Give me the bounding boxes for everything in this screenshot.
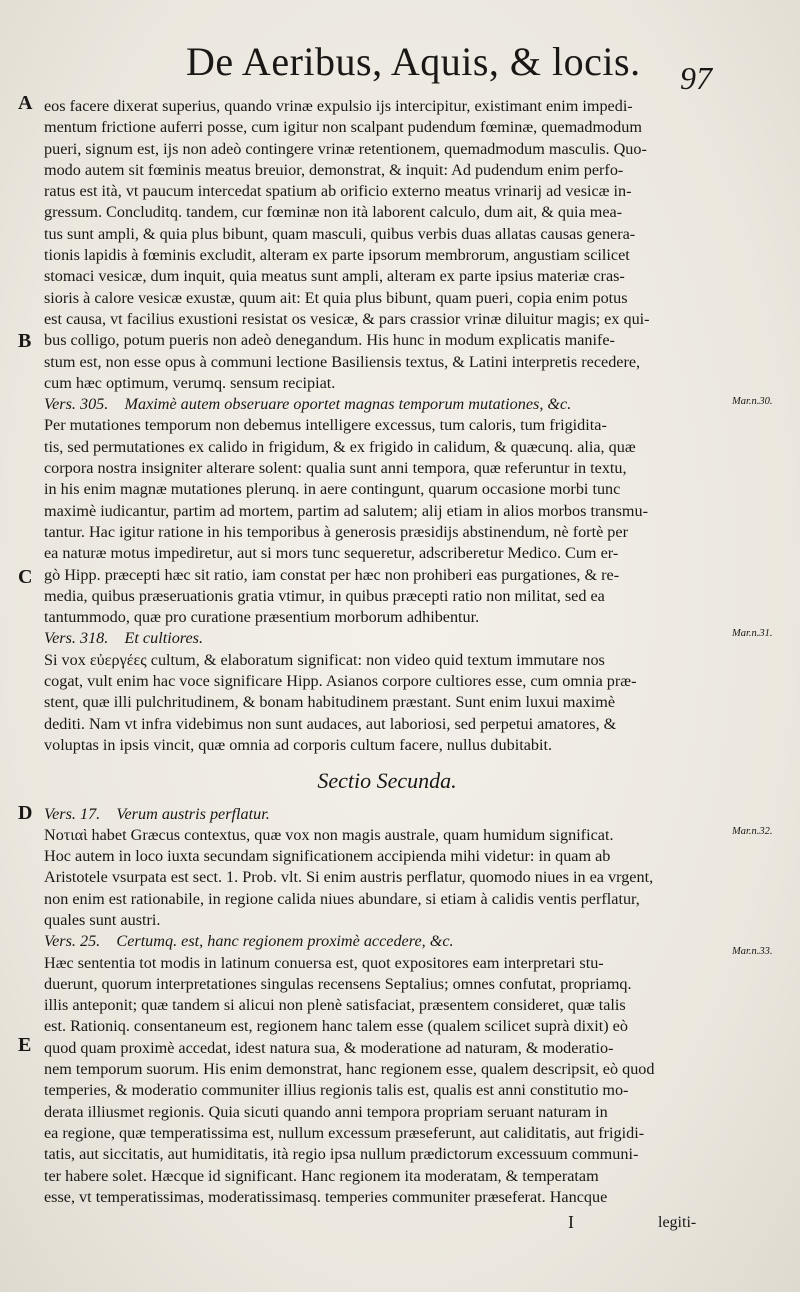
verse-heading (44, 931, 730, 952)
margin-letter-d: D (18, 802, 33, 824)
margin-ref-30: Mar.n.30. (732, 396, 773, 407)
text-line: stomaci vesicæ, dum inquit, quia meatus sunt ampli, alteram ex parte ipsius materiæ cras- (44, 267, 625, 286)
text-line: esse, vt temperatissimas, moderatissimasq. temperies communiter præseferat. Hancque (44, 1187, 608, 1206)
text-line: tus sunt ampli, & quia plus bibunt, quam masculi, quibus verbis duas allatas causas genera- (44, 224, 636, 243)
verse-heading (44, 394, 730, 415)
text-line: maximè iudicantur, partim ad mortem, partim ad salutem; alij etiam in alios morbos transmu- (44, 501, 648, 520)
margin-letter-b: B (18, 330, 32, 352)
verse-ref: Vers. 17. (44, 804, 101, 823)
text-line: bus colligo, potum pueris non adeò denegandum. His hunc in modum explicatis manife- (44, 331, 615, 350)
text-line: mentum frictione auferri posse, cum igitur non scalpant pudendum fœminæ, quemadmodum (44, 118, 642, 137)
text-line: ea naturæ motus impediretur, aut si mors tunc sequeretur, adscriberetur Medico. Cum er- (44, 544, 619, 563)
verse-lemma: Et cultiores. (124, 629, 204, 648)
running-title: De Aeribus, Aquis, & locis. (186, 39, 641, 84)
page-number: 97 (680, 60, 712, 96)
verse-ref: Vers. 25. (44, 932, 101, 951)
verse-lemma: Maximè autem obseruare oportet magnas temporum mutationes, &c. (124, 395, 572, 414)
verse-heading (44, 628, 730, 649)
text-line: Aristotele vsurpata est sect. 1. Prob. vlt. Si enim austris perflatur, quomodo niues in ea vrgent, (44, 868, 654, 887)
text-line: dediti. Nam vt infra videbimus non sunt audaces, aut laboriosi, sed perpetui amatores, & (44, 714, 617, 733)
text-line: sioris à calore vesicæ exustæ, quum ait: Et quia plus bibunt, quam pueri, copia enim potus (44, 288, 628, 307)
text-line: quod quam proximè accedat, idest natura sua, & moderatione ad naturam, & moderatio- (44, 1038, 614, 1057)
catchword: legiti- (658, 1214, 697, 1231)
page-header (0, 34, 800, 94)
text-line: ratus est ità, vt paucum intercedat spatium ab orificio externo meatus vrinarij ad vesicæ in- (44, 182, 632, 201)
text-line: duerunt, quorum interpretationes singulas recensens Septalius; omnes confutat, propriamq. (44, 974, 632, 993)
verse-ref: Vers. 318. (44, 629, 109, 648)
text-line: stent, quæ illi pulchritudinem, & bonam habitudinem præstant. Sunt enim luxui maximè (44, 693, 616, 712)
text-line: Si vox εὐεργέες cultum, & elaboratum significat: non video quid textum immutare nos (44, 650, 605, 669)
text-line: Hæc sententia tot modis in latinum conuersa est, quot expositores eam interpretari stu- (44, 953, 604, 972)
text-line: Νοτιαὶ habet Græcus contextus, quæ vox non magis australe, quam humidum significat. (44, 825, 614, 844)
text-line: cogat, vult enim hac voce significare Hipp. Asianos corpore cultiores esse, cum omnia præ- (44, 672, 637, 691)
verse-lemma: Certumq. est, hanc regionem proximè accedere, &c. (116, 932, 454, 951)
verse-ref: Vers. 305. (44, 395, 109, 414)
text-line: corpora nostra insigniter alterare solent: qualia sunt anni tempora, quæ referuntur in textu, (44, 459, 627, 478)
text-line: est causa, vt facilius exustioni resistat os vesicæ, & pars crassior vrinæ diluitur magis; ex qui- (44, 309, 650, 328)
text-line: ter habere solet. Hæcque id significant. Hanc regionem ita moderatam, & temperatam (44, 1166, 599, 1185)
margin-ref-33: Mar.n.33. (732, 946, 773, 957)
text-line: quales sunt austri. (44, 910, 161, 929)
text-line: in his enim magnæ mutationes plerunq. in aere contingunt, quarum occasione morbi tunc (44, 480, 621, 499)
text-line: tis, sed permutationes ex calido in frigidum, & ex frigido in calidum, & quæcunq. alia, quæ (44, 437, 636, 456)
margin-letter-c: C (18, 566, 33, 588)
main-text (44, 96, 730, 1208)
text-line: pueri, signum est, ijs non adeò contingere vrinæ retentionem, quemadmodum masculis. Quo- (44, 139, 647, 158)
text-line: est. Rationiq. consentaneum est, regionem hanc talem esse (qualem scilicet suprà dixit) eò (44, 1017, 628, 1036)
text-line: gò Hipp. præcepti hæc sit ratio, iam constat per hæc non prohiberi eas purgationes, & re- (44, 565, 620, 584)
text-line: tantummodo, quæ pro curatione præsentium morborum adhibentur. (44, 608, 480, 627)
text-line: nem temporum suorum. His enim demonstrat, hanc regionem esse, qualem descripsit, eò quod (44, 1060, 655, 1079)
text-line: cum hæc optimum, verumq. sensum recipiat. (44, 373, 336, 392)
margin-ref-31: Mar.n.31. (732, 628, 773, 639)
page-footer (0, 1210, 800, 1250)
text-line: gressum. Concluditq. tandem, cur fœminæ non ità laborent calculo, dum ait, & quia mea- (44, 203, 623, 222)
text-line: tionis lapidis à fœminis excludit, alteram ex parte ipsorum membrorum, angustiam scilicet (44, 246, 630, 265)
text-line: temperies, & moderatio communiter illius regionis talis est, qualis est anni constitutio mo- (44, 1081, 629, 1100)
text-line: ea regione, quæ temperatissima est, nullum excessum præseferunt, aut caliditatis, aut frigidi- (44, 1123, 645, 1142)
signature-mark: I (568, 1212, 574, 1232)
text-line: derata illiusmet regionis. Quia sicuti quando anni tempora propriam seruant naturam in (44, 1102, 608, 1121)
text-line: modo autem sit fœminis meatus breuior, demonstrat, & inquit: Ad pudendum enim perfo- (44, 160, 624, 179)
section-title: Sectio Secunda. (317, 768, 457, 794)
text-line: eos facere dixerat superius, quando vrinæ expulsio ijs intercipitur, existimant enim impedi- (44, 97, 633, 115)
text-line: media, quibus præseruationis gratia vtimur, in quibus præcepti ratio non militat, sed ea (44, 586, 605, 605)
text-line: tantur. Hac igitur ratione in his temporibus à generosis præsidijs abstinendum, nè fortè per (44, 522, 628, 541)
margin-letter-a: A (18, 92, 33, 114)
verse-heading (44, 804, 730, 825)
text-line: Hoc autem in loco iuxta secundam significationem accipienda mihi videtur: in quam ab (44, 847, 611, 866)
margin-letter-e: E (18, 1034, 32, 1056)
text-line: Per mutationes temporum non debemus intelligere excessus, tum caloris, tum frigidita- (44, 416, 607, 435)
text-line: tatis, aut siccitatis, aut humiditatis, ità regio ipsa nullum prædictorum excessuum communi- (44, 1145, 639, 1164)
verse-lemma: Verum austris perflatur. (116, 804, 270, 823)
text-line: non enim est rationabile, in regione calida niues abundare, si etiam à calidis ventis perflatur, (44, 889, 640, 908)
text-line: illis anteponit; quæ tandem si alicui non plenè satisfaciat, præsentem consideret, quæ talis (44, 996, 626, 1015)
text-line: stum est, non esse opus à communi lectione Basiliensis textus, & Latini interpretis recedere, (44, 352, 641, 371)
margin-ref-32: Mar.n.32. (732, 826, 773, 837)
text-line: voluptas in ipsis vincit, quæ omnia ad corporis cultum facere, nullus dubitabit. (44, 735, 553, 754)
